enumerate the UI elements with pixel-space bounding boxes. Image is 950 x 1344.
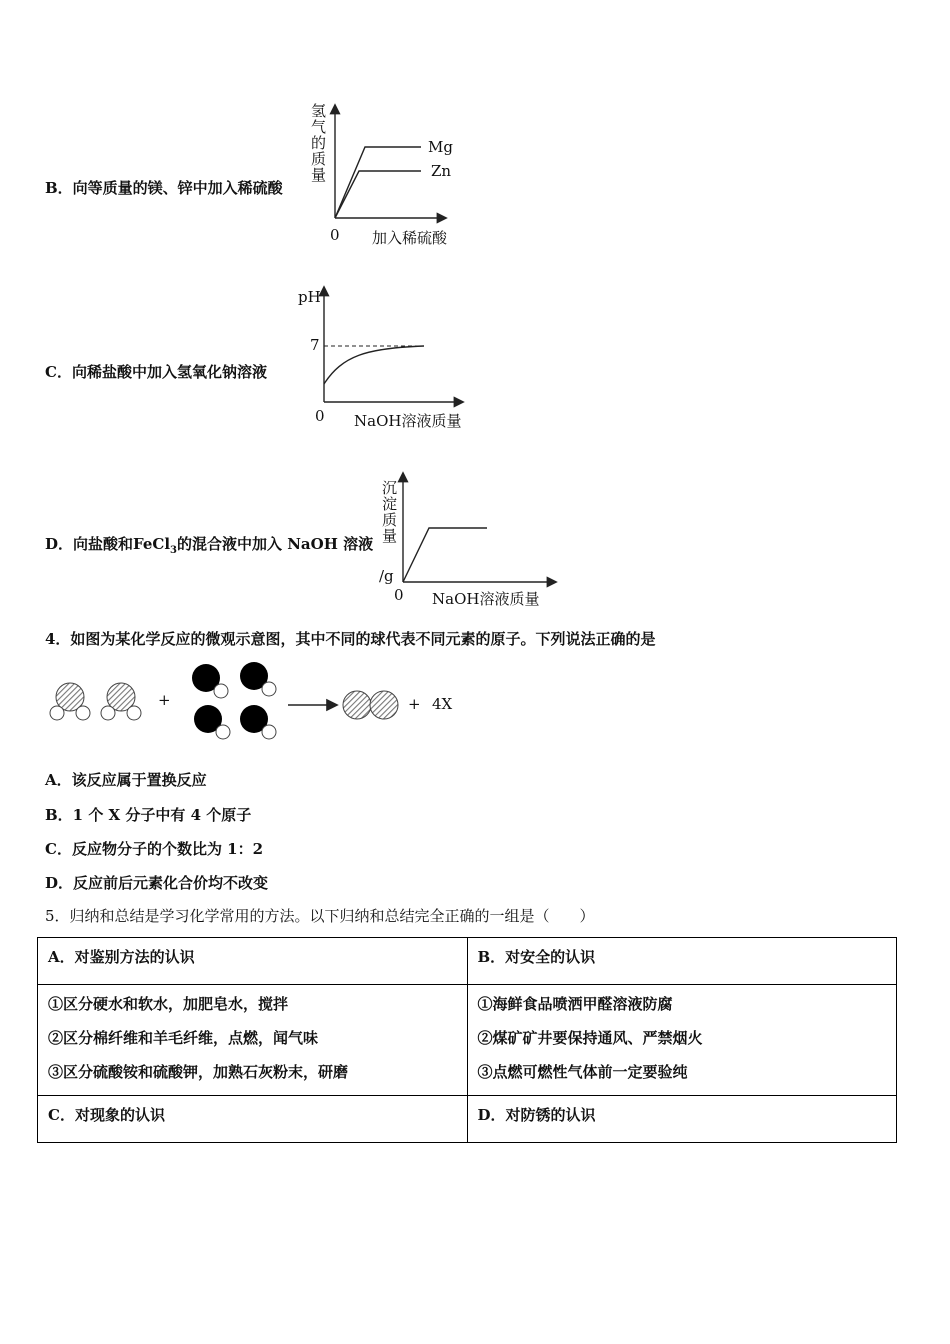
graph-d xyxy=(395,470,560,590)
graph-d-y-unit: /g xyxy=(379,567,394,585)
q5-a-item-2: ②区分棉纤维和羊毛纤维，点燃，闻气味 xyxy=(48,1029,319,1047)
q5-a-item-3: ③区分硫酸铵和硫酸钾，加熟石灰粉末，研磨 xyxy=(48,1063,349,1081)
q5-cell-b-body xyxy=(467,985,897,1096)
q4-reaction-diagram xyxy=(40,655,340,750)
q4-product-molecule xyxy=(340,688,405,722)
q4-option-c: C．反应物分子的个数比为 1：2 xyxy=(45,840,264,858)
q5-a-item-1: ①区分硬水和软水，加肥皂水，搅拌 xyxy=(48,995,289,1013)
q5-b-item-3: ③点燃可燃性气体前一定要验纯 xyxy=(477,1063,688,1081)
reactant-b-molecule-4 xyxy=(240,705,276,739)
q4-stem: 4．如图为某化学反应的微观示意图，其中不同的球代表不同元素的原子。下列说法正确的是 xyxy=(45,630,656,648)
q5-cell-a-title: A．对鉴别方法的认识 xyxy=(38,938,468,985)
reactant-a-molecule-2 xyxy=(101,683,141,720)
option-d-label xyxy=(45,533,373,556)
graph-c-x-label: NaOH溶液质量 xyxy=(354,412,462,430)
option-d-suffix: 的混合液中加入 NaOH 溶液 xyxy=(177,535,374,553)
q5-stem: 5．归纳和总结是学习化学常用的方法。以下归纳和总结完全正确的一组是（ ） xyxy=(45,907,595,925)
graph-b-x-label: 加入稀硫酸 xyxy=(372,229,448,247)
q5-b-item-2: ②煤矿矿井要保持通风、严禁烟火 xyxy=(477,1029,703,1047)
graph-b-zn-line xyxy=(335,171,421,218)
option-d-formula: FeCl xyxy=(133,535,171,553)
q5-table xyxy=(37,937,897,1143)
graph-c-origin: 0 xyxy=(315,407,325,425)
reactant-b-molecule-3 xyxy=(194,705,230,739)
q4-option-b: B．1 个 X 分子中有 4 个原子 xyxy=(45,806,252,824)
q5-cell-a-body xyxy=(38,985,468,1096)
graph-c-y-label: pH xyxy=(298,288,321,306)
reactant-b-molecule-2 xyxy=(240,662,276,696)
option-c-label: C．向稀盐酸中加入氢氧化钠溶液 xyxy=(45,363,267,381)
option-d-subscript: 3 xyxy=(170,545,177,556)
option-b-label: B．向等质量的镁、锌中加入稀硫酸 xyxy=(45,179,283,197)
graph-b-origin: 0 xyxy=(330,226,340,244)
reactant-b-molecule-1 xyxy=(192,664,228,698)
reactant-a-molecule-1 xyxy=(50,683,90,720)
option-d-prefix: D．向盐酸和 xyxy=(45,535,134,553)
graph-b-mg-line xyxy=(335,147,421,218)
graph-d-x-label: NaOH溶液质量 xyxy=(432,590,540,608)
graph-c-curve xyxy=(324,346,424,384)
q4-plus-1: + xyxy=(158,691,171,709)
q4-option-d: D．反应前后元素化合价均不改变 xyxy=(45,874,269,892)
q5-b-item-1: ①海鲜食品喷洒甲醛溶液防腐 xyxy=(477,995,673,1013)
graph-b-zn-label: Zn xyxy=(431,162,452,180)
graph-c xyxy=(318,282,468,412)
q4-option-a: A．该反应属于置换反应 xyxy=(45,771,207,789)
graph-d-y-label: 沉淀质量 xyxy=(380,480,398,544)
graph-d-origin: 0 xyxy=(394,586,404,604)
q5-cell-c-title: C．对现象的认识 xyxy=(38,1096,468,1143)
graph-b-y-label: 氢气的质量 xyxy=(309,103,327,183)
q4-product-x: 4X xyxy=(432,695,453,713)
q5-cell-b-title: B．对安全的认识 xyxy=(467,938,897,985)
graph-c-mark-7: 7 xyxy=(310,336,320,354)
q5-cell-d-title: D．对防锈的认识 xyxy=(467,1096,897,1143)
graph-d-line xyxy=(403,528,487,582)
q4-plus-2: + xyxy=(408,695,421,713)
graph-b-mg-label: Mg xyxy=(428,138,453,156)
